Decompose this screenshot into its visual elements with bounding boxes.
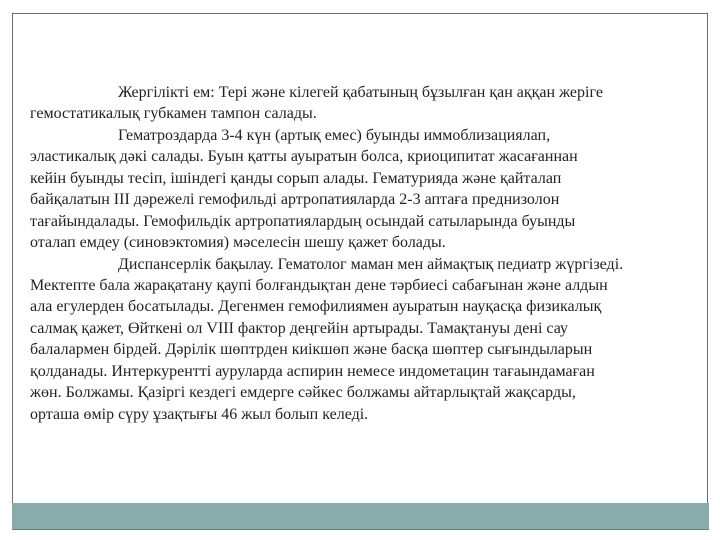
text-line: орташа өмір сүру ұзақтығы 46 жыл болып келеді. [30,405,369,423]
text-line: Мектепте бала жарақатану қаупі болғандықтан дене тəрбиесі сабағынан жəне алдын [30,276,608,294]
text-line: салмақ қажет, Өйткені ол VIII фактор деңгейін артырады. Тамақтануы дені сау [30,319,568,337]
text-line: кейін буынды тесіп, ішіндегі қанды сорып алады. Гематурияда жəне қайталап [30,169,562,187]
text-line: қолданады. Интеркурентті ауруларда аспирин немесе индометацин тағаындамаған [30,362,595,380]
text-line: эластикалық дəкі салады. Буын қатты ауыратын болса, криоципитат жасағаннан [30,148,578,166]
text-line: оталап емдеу (синовэктомия) мəселесін шешу қажет болады. [30,234,446,252]
text-line: тағайындалады. Гемофильдік артропатиялардың осындай сатыларында буынды [30,212,576,230]
slide-footer-bar [12,503,709,530]
text-line: Гематроздарда 3-4 күн (артық емес) буынды иммоблизациялап, [118,126,551,144]
text-line: ала егулерден босатылады. Дегенмен гемофилиямен ауыратын науқасқа физикалық [30,298,602,316]
text-line: Диспансерлік бақылау. Гематолог маман мен аймақтық педиатр жүргізеді. [118,255,624,273]
text-line: жөн. Болжамы. Қазіргі кездегі емдерге сəйкес болжамы айтарлықтай жақсарды, [30,384,576,402]
text-line: балалармен бірдей. Дəрілік шөптрден киікшөп жəне басқа шөптер сығындыларын [30,341,593,359]
text-line: гемостатикалық губкамен тампон салады. [30,105,317,123]
slide-body-text [30,82,695,425]
text-line: байқалатын ІІІ дəрежелі гемофильді артропатияларда 2-3 аптаға преднизолон [30,191,560,209]
text-line: Жергілікті ем: Тері жəне кілегей қабатының бұзылған қан аққан жеріге [118,84,603,101]
